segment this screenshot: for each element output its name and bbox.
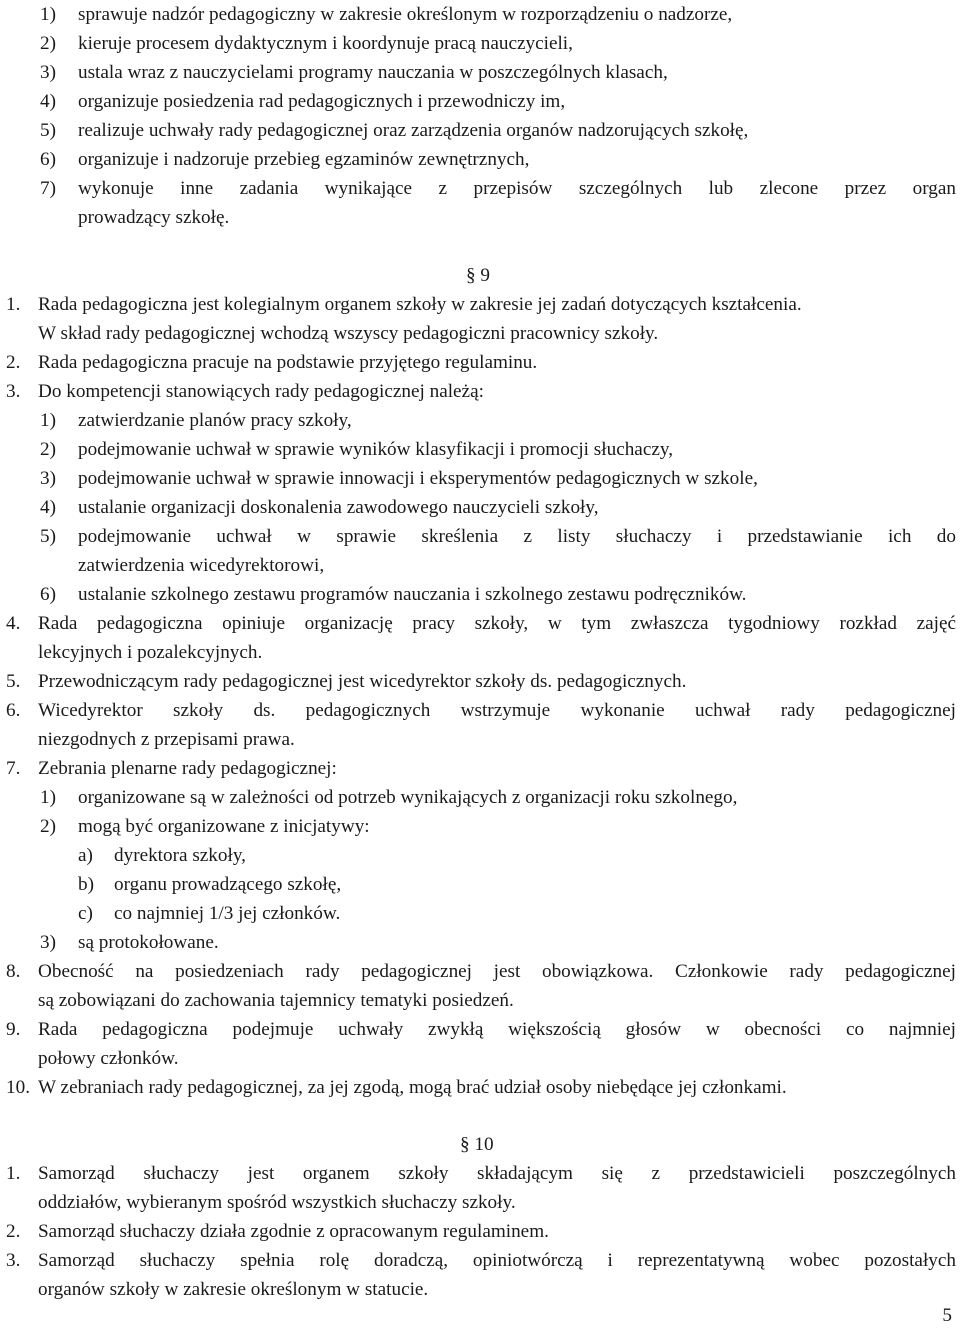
list-item-text: ustalanie szkolnego zestawu programów nauczania i szkolnego zestawu podręczników. bbox=[78, 584, 747, 605]
list-item: 4) bbox=[40, 497, 56, 518]
list-item-text: Rada pedagogiczna opiniuje organizację pracy szkoły, w tym zwłaszcza tygodniowy rozkład zajęć bbox=[38, 613, 956, 634]
list-item-text: dyrektora szkoły, bbox=[114, 845, 246, 866]
list-item: 7) bbox=[40, 178, 56, 199]
list-item: a) bbox=[78, 845, 93, 866]
list-item: 3) bbox=[40, 468, 56, 489]
list-item: 2. bbox=[6, 1221, 21, 1242]
section-heading: § 9 bbox=[466, 265, 490, 286]
list-item: 8. bbox=[6, 961, 21, 982]
list-item: 4) bbox=[40, 91, 56, 112]
list-item: 1) bbox=[40, 410, 56, 431]
list-item-text: prowadzący szkołę. bbox=[78, 207, 230, 228]
list-item: 4. bbox=[6, 613, 21, 634]
page-number: 5 bbox=[942, 1305, 952, 1326]
list-item-text: sprawuje nadzór pedagogiczny w zakresie określonym w rozporządzeniu o nadzorze, bbox=[78, 4, 733, 25]
list-item: 5) bbox=[40, 120, 56, 141]
list-item-text: organu prowadzącego szkołę, bbox=[114, 874, 342, 895]
list-item: 6) bbox=[40, 584, 56, 605]
list-item-text: Obecność na posiedzeniach rady pedagogicznej jest obowiązkowa. Członkowie rady pedagogicznej bbox=[38, 961, 956, 982]
list-item: 3. bbox=[6, 1250, 21, 1271]
list-item: 1. bbox=[6, 1163, 21, 1184]
list-item-text: realizuje uchwały rady pedagogicznej oraz zarządzenia organów nadzorujących szkołę, bbox=[78, 120, 749, 141]
section-heading: § 10 bbox=[460, 1134, 494, 1155]
list-item-text: Przewodniczącym rady pedagogicznej jest wicedyrektor szkoły ds. pedagogicznych. bbox=[38, 671, 687, 692]
list-item-text: podejmowanie uchwał w sprawie wyników klasyfikacji i promocji słuchaczy, bbox=[78, 439, 673, 460]
list-item-text: zatwierdzenia wicedyrektorowi, bbox=[78, 555, 325, 576]
list-item: 6) bbox=[40, 149, 56, 170]
list-item-text: Samorząd słuchaczy działa zgodnie z opracowanym regulaminem. bbox=[38, 1221, 549, 1242]
list-item-text: W skład rady pedagogicznej wchodzą wszyscy pedagogiczni pracownicy szkoły. bbox=[38, 323, 659, 344]
list-item: 10. bbox=[6, 1077, 30, 1098]
list-item: 2) bbox=[40, 439, 56, 460]
list-item: 2) bbox=[40, 816, 56, 837]
list-item-text: Do kompetencji stanowiących rady pedagogicznej należą: bbox=[38, 381, 484, 402]
list-item: 5) bbox=[40, 526, 56, 547]
list-item-text: ustalanie organizacji doskonalenia zawodowego nauczycieli szkoły, bbox=[78, 497, 599, 518]
list-item-text: wykonuje inne zadania wynikające z przepisów szczególnych lub zlecone przez organ bbox=[78, 178, 956, 199]
list-item: 2) bbox=[40, 33, 56, 54]
list-item-text: podejmowanie uchwał w sprawie innowacji i eksperymentów pedagogicznych w szkole, bbox=[78, 468, 758, 489]
list-item-text: są protokołowane. bbox=[78, 932, 219, 953]
list-item: 3) bbox=[40, 932, 56, 953]
list-item-text: lekcyjnych i pozalekcyjnych. bbox=[38, 642, 263, 663]
list-item-text: ustala wraz z nauczycielami programy nauczania w poszczególnych klasach, bbox=[78, 62, 668, 83]
list-item-text: połowy członków. bbox=[38, 1048, 179, 1069]
list-item: b) bbox=[78, 874, 94, 895]
list-item: 1) bbox=[40, 4, 56, 25]
list-item-text: podejmowanie uchwał w sprawie skreślenia z listy słuchaczy i przedstawianie ich do bbox=[78, 526, 956, 547]
list-item-text: organizuje posiedzenia rad pedagogicznych i przewodniczy im, bbox=[78, 91, 566, 112]
list-item-text: mogą być organizowane z inicjatywy: bbox=[78, 816, 370, 837]
list-item: 1. bbox=[6, 294, 21, 315]
list-item-text: Zebrania plenarne rady pedagogicznej: bbox=[38, 758, 337, 779]
list-item-text: kieruje procesem dydaktycznym i koordynuje pracą nauczycieli, bbox=[78, 33, 573, 54]
list-item: 3. bbox=[6, 381, 21, 402]
list-item-text: są zobowiązani do zachowania tajemnicy tematyki posiedzeń. bbox=[38, 990, 514, 1011]
list-item: 6. bbox=[6, 700, 21, 721]
list-item-text: oddziałów, wybieranym spośród wszystkich słuchaczy szkoły. bbox=[38, 1192, 516, 1213]
list-item-text: Rada pedagogiczna pracuje na podstawie przyjętego regulaminu. bbox=[38, 352, 538, 373]
list-item-text: W zebraniach rady pedagogicznej, za jej zgodą, mogą brać udział osoby niebędące jej członkami. bbox=[38, 1077, 787, 1098]
list-item-text: co najmniej 1/3 jej członków. bbox=[114, 903, 341, 924]
list-item-text: organizuje i nadzoruje przebieg egzaminów zewnętrznych, bbox=[78, 149, 530, 170]
list-item: 1) bbox=[40, 787, 56, 808]
list-item-text: Rada pedagogiczna jest kolegialnym organem szkoły w zakresie jej zadań dotyczących kształcenia. bbox=[38, 294, 802, 315]
list-item: 9. bbox=[6, 1019, 21, 1040]
list-item-text: niezgodnych z przepisami prawa. bbox=[38, 729, 295, 750]
list-item: 2. bbox=[6, 352, 21, 373]
list-item: 3) bbox=[40, 62, 56, 83]
list-item-text: organizowane są w zależności od potrzeb wynikających z organizacji roku szkolnego, bbox=[78, 787, 738, 808]
list-item-text: Rada pedagogiczna podejmuje uchwały zwykłą większością głosów w obecności co najmniej bbox=[38, 1019, 956, 1040]
list-item-text: Wicedyrektor szkoły ds. pedagogicznych wstrzymuje wykonanie uchwał rady pedagogicznej bbox=[38, 700, 956, 721]
list-item-text: organów szkoły w zakresie określonym w statucie. bbox=[38, 1279, 429, 1300]
list-item: 7. bbox=[6, 758, 21, 779]
list-item-text: Samorząd słuchaczy jest organem szkoły składającym się z przedstawicieli poszczególnych bbox=[38, 1163, 956, 1184]
list-item: c) bbox=[78, 903, 93, 924]
list-item: 5. bbox=[6, 671, 21, 692]
list-item-text: zatwierdzanie planów pracy szkoły, bbox=[78, 410, 352, 431]
list-item-text: Samorząd słuchaczy spełnia rolę doradczą, opiniotwórczą i reprezentatywną wobec pozostałych bbox=[38, 1250, 956, 1271]
